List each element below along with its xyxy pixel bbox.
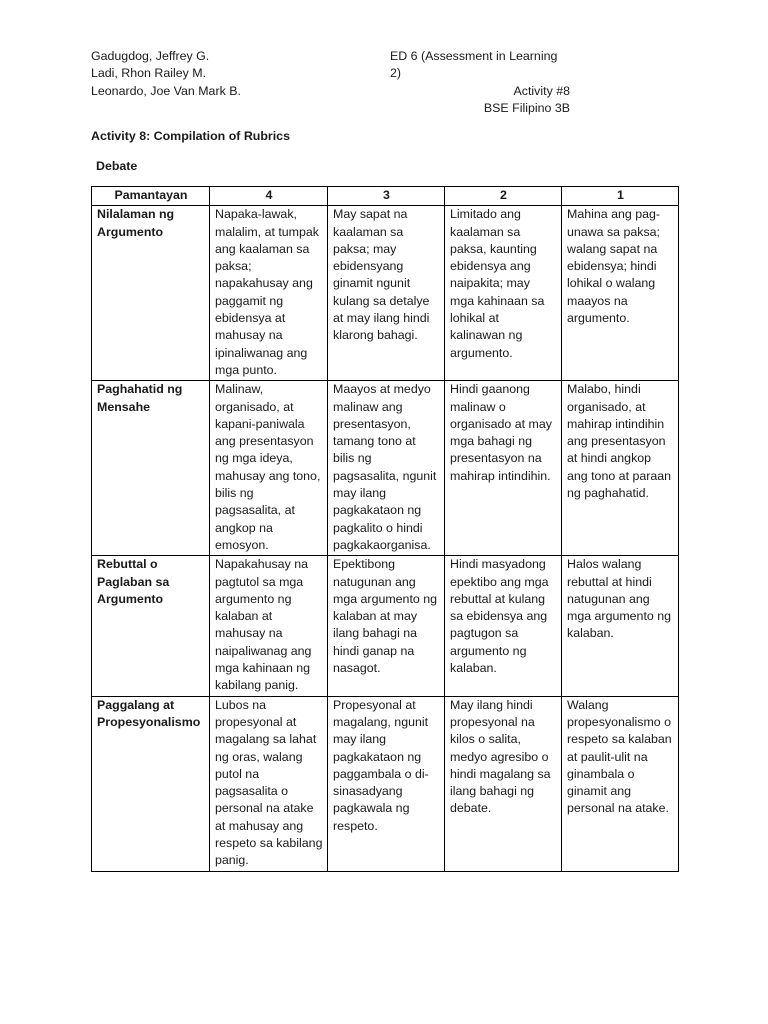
score-cell: Limitado ang kaalaman sa paksa, kaunting ebidensya ang naipakita; may mga kahinaan sa lohikal at kalinawan ng argumento. (445, 206, 562, 381)
score-cell: Napaka-lawak, malalim, at tumpak ang kaalaman sa paksa; napakahusay ang paggamit ng ebidensya at mahusay na ipinaliwanag ang mga punto. (210, 206, 328, 381)
table-row (92, 381, 679, 556)
score-cell: Mahina ang pag-unawa sa paksa; walang sapat na ebidensya; hindi lohikal o walang maayos na argumento. (562, 206, 679, 381)
score-cell: Lubos na propesyonal at magalang sa lahat ng oras, walang putol na pagsasalita o personal na atake at mahusay ang respeto sa kabilang panig. (210, 696, 328, 871)
author-name: Ladi, Rhon Railey M. (91, 66, 207, 81)
score-cell: Hindi gaanong malinaw o organisado at may mga bahagi ng presentasyon na mahirap intindihin. (445, 381, 562, 556)
score-cell: Propesyonal at magalang, ngunit may ilang pagkakataon ng paggambala o di-sinasadyang pagkawala ng respeto. (328, 696, 445, 871)
author-name: Gadugdog, Jeffrey G. (91, 49, 210, 63)
section-name: BSE Filipino 3B (483, 100, 570, 115)
score-cell: Walang propesyonalismo o respeto sa kalaban at paulit-ulit na ginambala o ginamit ang personal na atake. (562, 696, 679, 871)
score-cell: Epektibong natugunan ang mga argumento ng kalaban at may ilang bahagi na hindi ganap na nasagot. (328, 556, 445, 696)
criterion-cell: Paggalang at Propesyonalismo (92, 696, 210, 871)
course-info (390, 48, 570, 117)
activity-title: Activity 8: Compilation of Rubrics (91, 129, 290, 143)
column-header: 2 (445, 187, 562, 206)
score-cell: Hindi masyadong epektibo ang mga rebuttal at kulang sa ebidensya ang pagtugon sa argumento ng kalaban. (445, 556, 562, 696)
column-header: Pamantayan (92, 187, 210, 206)
criterion-cell: Paghahatid ng Mensahe (92, 381, 210, 556)
table-row (92, 556, 679, 696)
column-header: 1 (562, 187, 679, 206)
table-header-row (92, 187, 679, 206)
score-cell: Napakahusay na pagtutol sa mga argumento ng kalaban at mahusay na naipaliwanag ang mga kahinaan ng kabilang panig. (210, 556, 328, 696)
course-title: ED 6 (Assessment in Learning 2) (390, 49, 558, 81)
rubric-table (91, 186, 679, 872)
column-header: 3 (328, 187, 445, 206)
score-cell: May ilang hindi propesyonal na kilos o salita, medyo agresibo o hindi magalang sa ilang bahagi ng debate. (445, 696, 562, 871)
score-cell: Malabo, hindi organisado, at mahirap intindihin ang presentasyon at hindi angkop ang tono at paraan ng paghahatid. (562, 381, 679, 556)
criterion-cell: Nilalaman ng Argumento (92, 206, 210, 381)
section-title: Debate (96, 159, 138, 173)
score-cell: May sapat na kaalaman sa paksa; may ebidensyang ginamit ngunit kulang sa detalye at may ilang hindi klarong bahagi. (328, 206, 445, 381)
table-row (92, 696, 679, 871)
criterion-cell: Rebuttal o Paglaban sa Argumento (92, 556, 210, 696)
author-names (91, 48, 241, 100)
column-header: 4 (210, 187, 328, 206)
score-cell: Malinaw, organisado, at kapani-paniwala ang presentasyon ng mga ideya, mahusay ang tono, bilis ng pagsasalita, at angkop na emosyon. (210, 381, 328, 556)
author-name: Leonardo, Joe Van Mark B. (91, 83, 241, 98)
table-row (92, 206, 679, 381)
score-cell: Maayos at medyo malinaw ang presentasyon, tamang tono at bilis ng pagsasalita, ngunit may ilang pagkakataon ng pagkalito o hindi pagkakaorganisa. (328, 381, 445, 556)
activity-number: Activity #8 (513, 83, 570, 98)
score-cell: Halos walang rebuttal at hindi natugunan ang mga argumento ng kalaban. (562, 556, 679, 696)
